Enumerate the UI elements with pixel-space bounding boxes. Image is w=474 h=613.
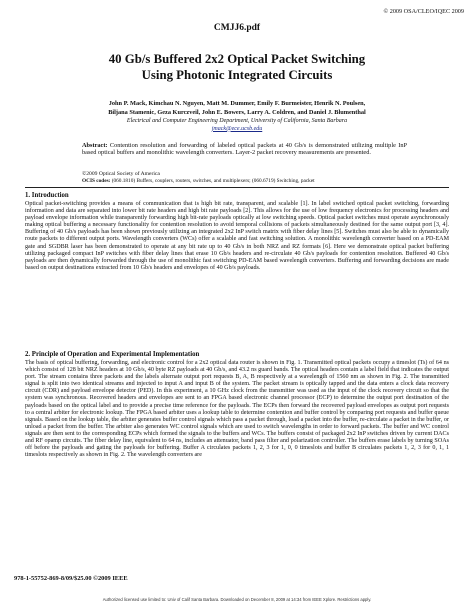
authors-line-1: John P. Mack, Kimchau N. Nguyen, Matt M. Dummer, Emily F. Burmeister, Henrik N. Poulsen, <box>108 100 366 107</box>
section-heading-principle: 2. Principle of Operation and Experimental Implementation <box>25 351 200 358</box>
authors-line-2: Biljana Stamenic, Geza Kurczveil, John E. Bowers, Larry A. Coldren, and Daniel J. Blumenthal <box>108 109 366 116</box>
ocis-label: OCIS codes: <box>82 178 111 184</box>
author-email-line <box>50 126 424 132</box>
introduction-paragraph: Optical packet-switching provides a means of communication that is high bit rate, transparent, and scalable [1]. In label switched optical packet switching, forwarding information and data are separated into lower bit rate headers and high bit rate payloads [2]. This allows for the use of low frequency electronics for processing headers and payload envelope information while transparently forwarding high bit-rate payloads optically at low switching speeds. Optical packet switches must operate asynchronously making optical buffering a necessary functionality for contention resolution to avoid temporal collisions of packets simultaneously destined for the same output port [3, 4]. Buffering of 40 Gb/s payloads has been shown previously utilizing an integrated 2x2 InP switch matrix with fiber delay lines [5]. Switches must also be able to dynamically route packets to different output ports. Wavelength converters (WCs) offer a scalable and fast switching solution. A monolithic wavelength converter based on a PD-EAM gate and SGDBR laser has been demonstrated to operate at any bit rate up to 40 Gb/s in both NRZ and RZ formats [6]. Here we demonstrate optical packet buffering utilizing packaged compact InP switches with fiber delay lines that erase 10 Gb/s headers and re-circulate 40 Gb/s payloads for contention resolution. Buffered 40 Gb/s payloads are then dynamically forwarded through the use of monolithic fast switching PD-EAM based wavelength converters. Buffering and forwarding decisions are made based on output destinations extracted from 10 Gb/s headers and envelopes of 40 Gb/s payloads. <box>25 201 449 271</box>
principle-paragraph: The basis of optical buffering, forwarding, and electronic control for a 2x2 optical data router is shown in Fig. 1. Transmitted optical packets occupy a timeslot (Ts) of 64 ns which consist of 128 bit NRZ headers at 10 Gb/s, 40 byte RZ payloads at 40 Gb/s, and 43.2 ns guard bands. The optical headers contain a label field that indicates the output port. The stream contains three packets and the labels alternate output port requests B, A, B respectively at a wavelength of 1560 nm as shown in Fig. 2. The transmitted signal is split into two identical streams and injected to input A and input B of the system. The packet stream is optically tapped and the data enters a clock data recovery circuit (CDR) and payload envelope detector (PED). In this experiment, a 10 GHz clock from the transmitter was used as the input of the clock recovery circuit so that the system was synchronous. Recovered headers and envelopes are sent to an FPGA based electronic channel processor (ECP) to determine the output port destination of the payloads based on the optical label and to provide a precise time reference for the payloads. The ECPs then forward the recovered payload envelopes as output port requests to a central arbiter for electronic lookup. The FPGA based arbiter uses a lookup table to determine contention and buffer control by comparing port requests and buffer queue signals. Based on the lookup table, the arbiter generates buffer control signals which pass a packet through, load a packet into the buffer, re-circulate a packet in the buffer, or unload a packet from the buffer. The arbiter also generates WC control signals which are used to switch wavelengths in order to forward packets. The buffer and WC control signals are then sent to the corresponding ECPs which formed the signals to the buffers and WCs. The buffers consist of packaged 2x2 InP switches driven by current DACs and RF opamp circuits. The fiber delay line, equivalent to 64 ns, includes an attenuator, band pass filter and polarization controller. The buffers erase labels by turning SOAs off before the payloads and gating the payloads for buffering. Buffer A circulates packets 1, 2, 3 for 1, 0, 0 timeslots and buffer B circulates packets 1, 2, 3 for 0, 1, 1 timeslots respectively as shown in Fig. 2. The wavelength converters are <box>25 360 449 459</box>
author-affiliation: Electrical and Computer Engineering Department, University of California, Santa Barbara <box>126 117 348 124</box>
isbn-line: 978-1-55752-869-8/09/$25.00 ©2009 IEEE <box>14 575 128 582</box>
conference-copyright: © 2009 OSA/CLEO/IQEC 2009 <box>383 8 464 15</box>
paper-title <box>60 52 414 83</box>
ocis-text: (060.1810) Buffers, couplers, routers, switches, and multiplexers; (060.6719) Switching, packet <box>110 178 315 184</box>
abstract-label: Abstract: <box>82 142 108 149</box>
abstract-text: Contention resolution and forwarding of labeled optical packets at 40 Gb/s is demonstrated utilizing multiple InP based optical buffers and monolithic wavelength converters. Layer-2 packet recovery measurements are presented. <box>82 142 407 157</box>
title-line-1: 40 Gb/s Buffered 2x2 Optical Packet Switching <box>108 52 366 66</box>
osa-copyright: ©2009 Optical Society of America <box>82 171 160 177</box>
paper-code: CMJJ6.pdf <box>213 23 261 33</box>
section-divider <box>25 187 449 188</box>
title-line-2: Using Photonic Integrated Circuits <box>141 67 333 82</box>
abstract <box>82 142 407 157</box>
license-footer: Authorized licensed use limited to: Univ of Calif Santa Barbara. Downloaded on December 8, 2009 at 14:34 from IEEE Xplore. Restrictions apply. <box>102 597 372 602</box>
ocis-codes <box>82 178 407 184</box>
section-heading-introduction: 1. Introduction <box>25 192 69 199</box>
author-list <box>50 99 424 117</box>
author-email-link[interactable]: jmack@ece.ucsb.edu <box>211 125 263 132</box>
